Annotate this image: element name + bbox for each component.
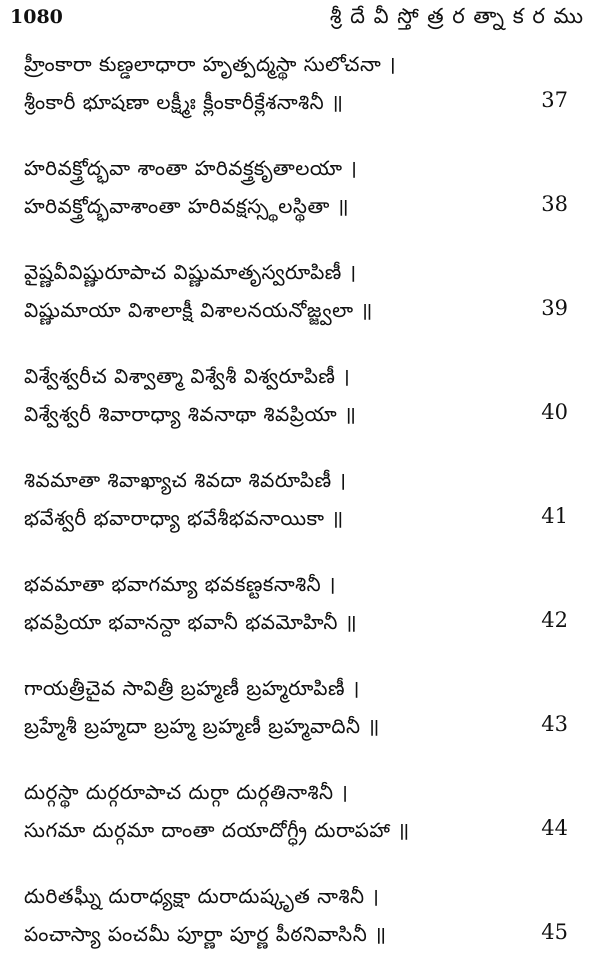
verse-41 xyxy=(0,456,600,560)
verse-line-first: భవమాతా భవాగమ్యా భవకణ్టకనాశినీ । xyxy=(24,572,337,596)
verse-38 xyxy=(0,144,600,248)
verse-line-first: శివమాతా శివాఖ్యాచ శివదా శివరూపిణీ । xyxy=(24,468,347,492)
verse-37 xyxy=(0,40,600,144)
verse-44 xyxy=(0,768,600,872)
verse-number: 39 xyxy=(541,296,568,320)
verse-line-second: శ్రీంకారీ భూషణా లక్ష్మీః క్లీంకారీక్లేశనాశినీ ॥ xyxy=(24,90,344,114)
verse-line-second: భవేశ్వరీ భవారాధ్యా భవేశీభవనాయికా ॥ xyxy=(24,506,344,530)
verse-line-second: విశ్వేశ్వరీ శివారాధ్యా శివనాథా శివప్రియా ॥ xyxy=(24,402,357,426)
page-header xyxy=(0,0,600,40)
verse-line-first: వైష్ణవీవిష్ణురూపాచ విష్ణుమాతృస్వరూపిణీ । xyxy=(24,260,357,284)
verse-line-first: గాయత్రీచైవ సావిత్రీ బ్రహ్మణీ బ్రహ్మరూపిణీ । xyxy=(24,676,360,700)
verse-line-second: హరివక్త్రోద్భవాశాంతా హరివక్షస్స్థలస్థితా ॥ xyxy=(24,194,350,218)
verse-line-second: విష్ణుమాయా విశాలాక్షీ విశాలనయనోజ్జ్వలా ॥ xyxy=(24,298,373,322)
verse-number: 43 xyxy=(541,712,568,736)
verse-line-first: హరివక్త్రోద్భవా శాంతా హరివక్త్రకృతాలయా । xyxy=(24,156,358,180)
page-number: 1080 xyxy=(10,6,63,28)
running-title: శ్రీ దే వీ స్తో త్ర ర త్నా క ర ము xyxy=(329,4,584,28)
verse-line-first: విశ్వేశ్వరీచ విశ్వాత్మా విశ్వేశీ విశ్వరూపిణీ । xyxy=(24,364,351,388)
verse-line-first: దురితఘ్నీ దురాధ్యక్షా దురాదుష్కృత నాశినీ । xyxy=(24,884,380,908)
verse-line-first: హ్రీంకారా కుణ్డలాధారా హృత్పద్మస్థా సులోచనా । xyxy=(24,52,397,76)
verse-number: 45 xyxy=(541,920,568,944)
verse-45 xyxy=(0,872,600,976)
verse-list xyxy=(0,40,600,976)
verse-number: 42 xyxy=(541,608,568,632)
verse-number: 40 xyxy=(541,400,568,424)
verse-42 xyxy=(0,560,600,664)
verse-number: 37 xyxy=(541,88,568,112)
verse-39 xyxy=(0,248,600,352)
verse-line-second: పంచాస్యా పంచమీ పూర్ణా పూర్ణ పీఠనివాసినీ ॥ xyxy=(24,922,387,946)
verse-line-second: సుగమా దుర్గమా దాంతా దయాదోగ్ధ్రీ దురాపహా ॥ xyxy=(24,818,410,842)
verse-line-second: భవప్రియా భవానన్దా భవానీ భవమోహినీ ॥ xyxy=(24,610,358,634)
verse-43 xyxy=(0,664,600,768)
verse-line-second: బ్రహ్మేశీ బ్రహ్మదా బ్రహ్మ బ్రహ్మణీ బ్రహ్మవాదినీ ॥ xyxy=(24,714,380,738)
verse-number: 44 xyxy=(541,816,568,840)
verse-line-first: దుర్గస్థా దుర్గరూపాచ దుర్గా దుర్గతినాశినీ । xyxy=(24,780,349,804)
verse-number: 38 xyxy=(541,192,568,216)
verse-40 xyxy=(0,352,600,456)
verse-number: 41 xyxy=(541,504,568,528)
